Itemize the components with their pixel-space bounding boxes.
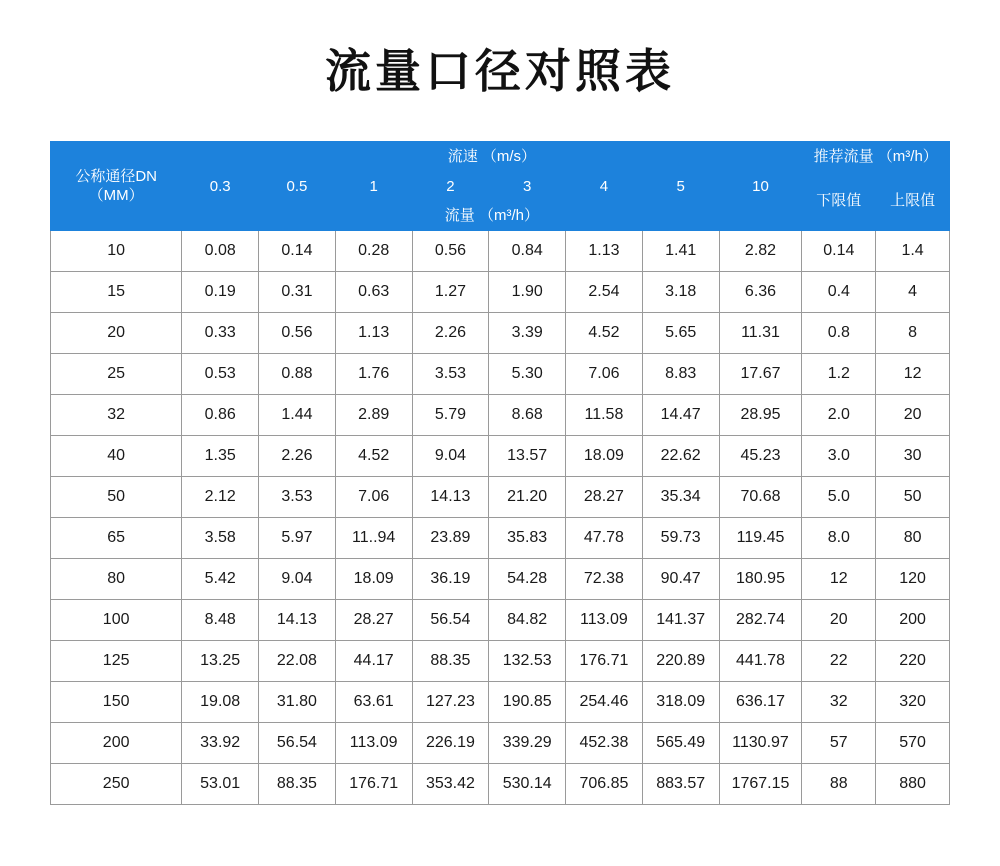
cell-flow-rate: 11.58: [566, 395, 643, 436]
cell-flow-rate: 1130.97: [719, 723, 802, 764]
cell-upper-limit: 30: [876, 436, 950, 477]
cell-flow-rate: 5.97: [259, 518, 336, 559]
header-velocity-0: 0.3: [182, 173, 259, 202]
cell-flow-rate: 0.33: [182, 313, 259, 354]
cell-flow-rate: 23.89: [412, 518, 489, 559]
cell-flow-rate: 0.56: [412, 231, 489, 272]
cell-flow-rate: 119.45: [719, 518, 802, 559]
cell-lower-limit: 12: [802, 559, 876, 600]
cell-lower-limit: 5.0: [802, 477, 876, 518]
header-nominal-diameter-line2: （MM）: [88, 187, 144, 205]
cell-flow-rate: 28.95: [719, 395, 802, 436]
cell-flow-rate: 31.80: [259, 682, 336, 723]
cell-flow-rate: 636.17: [719, 682, 802, 723]
cell-flow-rate: 0.28: [335, 231, 412, 272]
cell-lower-limit: 88: [802, 764, 876, 805]
cell-flow-rate: 22.62: [642, 436, 719, 477]
cell-flow-rate: 113.09: [335, 723, 412, 764]
cell-upper-limit: 200: [876, 600, 950, 641]
cell-lower-limit: 57: [802, 723, 876, 764]
cell-flow-rate: 0.88: [259, 354, 336, 395]
cell-flow-rate: 5.30: [489, 354, 566, 395]
header-nominal-diameter-line1: 公称通径DN: [75, 167, 157, 185]
header-recommended-flow: 推荐流量 （m³/h）: [802, 142, 950, 173]
cell-nominal-diameter: 40: [51, 436, 182, 477]
cell-flow-rate: 88.35: [259, 764, 336, 805]
cell-flow-rate: 5.79: [412, 395, 489, 436]
cell-flow-rate: 14.13: [412, 477, 489, 518]
cell-flow-rate: 3.53: [412, 354, 489, 395]
cell-flow-rate: 706.85: [566, 764, 643, 805]
table-row: [51, 559, 950, 600]
cell-flow-rate: 13.25: [182, 641, 259, 682]
cell-flow-rate: 0.56: [259, 313, 336, 354]
cell-upper-limit: 4: [876, 272, 950, 313]
cell-nominal-diameter: 25: [51, 354, 182, 395]
cell-nominal-diameter: 150: [51, 682, 182, 723]
cell-flow-rate: 282.74: [719, 600, 802, 641]
cell-flow-rate: 28.27: [566, 477, 643, 518]
cell-lower-limit: 1.2: [802, 354, 876, 395]
cell-flow-rate: 2.89: [335, 395, 412, 436]
cell-flow-rate: 0.84: [489, 231, 566, 272]
cell-flow-rate: 1767.15: [719, 764, 802, 805]
cell-nominal-diameter: 100: [51, 600, 182, 641]
cell-flow-rate: 33.92: [182, 723, 259, 764]
header-velocity-7: 10: [719, 173, 802, 202]
cell-flow-rate: 7.06: [335, 477, 412, 518]
cell-upper-limit: 220: [876, 641, 950, 682]
cell-upper-limit: 50: [876, 477, 950, 518]
cell-flow-rate: 44.17: [335, 641, 412, 682]
cell-upper-limit: 320: [876, 682, 950, 723]
cell-flow-rate: 180.95: [719, 559, 802, 600]
cell-flow-rate: 14.47: [642, 395, 719, 436]
cell-upper-limit: 880: [876, 764, 950, 805]
cell-lower-limit: 0.4: [802, 272, 876, 313]
cell-flow-rate: 1.27: [412, 272, 489, 313]
cell-flow-rate: 56.54: [259, 723, 336, 764]
page-title: 流量口径对照表: [325, 44, 675, 98]
cell-flow-rate: 5.42: [182, 559, 259, 600]
cell-flow-rate: 17.67: [719, 354, 802, 395]
cell-flow-rate: 0.19: [182, 272, 259, 313]
cell-flow-rate: 1.41: [642, 231, 719, 272]
cell-flow-rate: 3.39: [489, 313, 566, 354]
cell-flow-rate: 28.27: [335, 600, 412, 641]
cell-lower-limit: 0.14: [802, 231, 876, 272]
cell-flow-rate: 21.20: [489, 477, 566, 518]
cell-flow-rate: 226.19: [412, 723, 489, 764]
cell-nominal-diameter: 200: [51, 723, 182, 764]
header-lower-limit: 下限值: [802, 173, 876, 231]
cell-flow-rate: 11.31: [719, 313, 802, 354]
cell-flow-rate: 88.35: [412, 641, 489, 682]
cell-nominal-diameter: 15: [51, 272, 182, 313]
cell-flow-rate: 8.48: [182, 600, 259, 641]
cell-flow-rate: 84.82: [489, 600, 566, 641]
cell-flow-rate: 6.36: [719, 272, 802, 313]
cell-flow-rate: 0.86: [182, 395, 259, 436]
cell-flow-rate: 54.28: [489, 559, 566, 600]
cell-nominal-diameter: 65: [51, 518, 182, 559]
cell-flow-rate: 59.73: [642, 518, 719, 559]
cell-upper-limit: 20: [876, 395, 950, 436]
table-row: [51, 518, 950, 559]
header-nominal-diameter: [51, 142, 182, 231]
cell-flow-rate: 2.12: [182, 477, 259, 518]
table-row: [51, 723, 950, 764]
cell-flow-rate: 2.26: [412, 313, 489, 354]
cell-flow-rate: 339.29: [489, 723, 566, 764]
cell-nominal-diameter: 125: [51, 641, 182, 682]
table-row: [51, 354, 950, 395]
cell-upper-limit: 1.4: [876, 231, 950, 272]
cell-lower-limit: 2.0: [802, 395, 876, 436]
cell-flow-rate: 1.13: [566, 231, 643, 272]
cell-flow-rate: 72.38: [566, 559, 643, 600]
header-flow-rate: 流量 （m³/h）: [182, 202, 802, 231]
cell-flow-rate: 530.14: [489, 764, 566, 805]
cell-flow-rate: 0.31: [259, 272, 336, 313]
cell-flow-rate: 2.54: [566, 272, 643, 313]
cell-lower-limit: 3.0: [802, 436, 876, 477]
cell-flow-rate: 3.58: [182, 518, 259, 559]
cell-nominal-diameter: 80: [51, 559, 182, 600]
header-velocity-3: 2: [412, 173, 489, 202]
cell-lower-limit: 20: [802, 600, 876, 641]
cell-flow-rate: 45.23: [719, 436, 802, 477]
cell-lower-limit: 32: [802, 682, 876, 723]
cell-flow-rate: 141.37: [642, 600, 719, 641]
cell-flow-rate: 441.78: [719, 641, 802, 682]
cell-flow-rate: 7.06: [566, 354, 643, 395]
cell-lower-limit: 8.0: [802, 518, 876, 559]
cell-flow-rate: 35.83: [489, 518, 566, 559]
table-header: [51, 142, 950, 231]
cell-upper-limit: 8: [876, 313, 950, 354]
table-row: [51, 477, 950, 518]
cell-flow-rate: 565.49: [642, 723, 719, 764]
cell-flow-rate: 70.68: [719, 477, 802, 518]
header-velocity-5: 4: [566, 173, 643, 202]
cell-flow-rate: 1.13: [335, 313, 412, 354]
cell-flow-rate: 0.08: [182, 231, 259, 272]
cell-flow-rate: 883.57: [642, 764, 719, 805]
cell-flow-rate: 176.71: [335, 764, 412, 805]
header-flow-velocity: 流速 （m/s）: [182, 142, 802, 173]
cell-flow-rate: 13.57: [489, 436, 566, 477]
cell-flow-rate: 1.90: [489, 272, 566, 313]
cell-nominal-diameter: 10: [51, 231, 182, 272]
cell-flow-rate: 220.89: [642, 641, 719, 682]
cell-flow-rate: 1.35: [182, 436, 259, 477]
cell-flow-rate: 132.53: [489, 641, 566, 682]
table-row: [51, 641, 950, 682]
table-body: [51, 231, 950, 805]
cell-upper-limit: 570: [876, 723, 950, 764]
cell-nominal-diameter: 50: [51, 477, 182, 518]
cell-flow-rate: 47.78: [566, 518, 643, 559]
cell-flow-rate: 53.01: [182, 764, 259, 805]
cell-flow-rate: 176.71: [566, 641, 643, 682]
cell-flow-rate: 90.47: [642, 559, 719, 600]
cell-flow-rate: 190.85: [489, 682, 566, 723]
cell-flow-rate: 11..94: [335, 518, 412, 559]
cell-flow-rate: 3.53: [259, 477, 336, 518]
cell-flow-rate: 5.65: [642, 313, 719, 354]
cell-flow-rate: 9.04: [259, 559, 336, 600]
table-row: [51, 436, 950, 477]
cell-lower-limit: 0.8: [802, 313, 876, 354]
cell-flow-rate: 2.26: [259, 436, 336, 477]
cell-upper-limit: 80: [876, 518, 950, 559]
header-row-1: [51, 142, 950, 173]
cell-nominal-diameter: 250: [51, 764, 182, 805]
header-upper-limit: 上限值: [876, 173, 950, 231]
header-velocity-1: 0.5: [259, 173, 336, 202]
cell-lower-limit: 22: [802, 641, 876, 682]
table-row: [51, 395, 950, 436]
cell-nominal-diameter: 32: [51, 395, 182, 436]
cell-flow-rate: 56.54: [412, 600, 489, 641]
cell-flow-rate: 353.42: [412, 764, 489, 805]
cell-flow-rate: 8.83: [642, 354, 719, 395]
cell-flow-rate: 8.68: [489, 395, 566, 436]
table-row: [51, 231, 950, 272]
cell-flow-rate: 35.34: [642, 477, 719, 518]
cell-flow-rate: 18.09: [566, 436, 643, 477]
cell-flow-rate: 1.76: [335, 354, 412, 395]
table-row: [51, 272, 950, 313]
cell-flow-rate: 452.38: [566, 723, 643, 764]
cell-flow-rate: 14.13: [259, 600, 336, 641]
table-row: [51, 313, 950, 354]
cell-flow-rate: 18.09: [335, 559, 412, 600]
flow-diameter-table: [50, 141, 950, 805]
cell-flow-rate: 4.52: [566, 313, 643, 354]
cell-flow-rate: 113.09: [566, 600, 643, 641]
cell-flow-rate: 9.04: [412, 436, 489, 477]
table-row: [51, 600, 950, 641]
cell-flow-rate: 22.08: [259, 641, 336, 682]
cell-flow-rate: 0.63: [335, 272, 412, 313]
cell-flow-rate: 254.46: [566, 682, 643, 723]
header-velocity-4: 3: [489, 173, 566, 202]
cell-flow-rate: 127.23: [412, 682, 489, 723]
cell-upper-limit: 120: [876, 559, 950, 600]
header-row-2: [51, 173, 950, 202]
cell-flow-rate: 36.19: [412, 559, 489, 600]
cell-flow-rate: 0.53: [182, 354, 259, 395]
cell-upper-limit: 12: [876, 354, 950, 395]
header-velocity-6: 5: [642, 173, 719, 202]
cell-flow-rate: 2.82: [719, 231, 802, 272]
cell-flow-rate: 318.09: [642, 682, 719, 723]
cell-flow-rate: 1.44: [259, 395, 336, 436]
cell-flow-rate: 4.52: [335, 436, 412, 477]
flow-diameter-table-container: [50, 141, 950, 805]
table-row: [51, 764, 950, 805]
cell-flow-rate: 3.18: [642, 272, 719, 313]
cell-flow-rate: 0.14: [259, 231, 336, 272]
cell-flow-rate: 63.61: [335, 682, 412, 723]
cell-nominal-diameter: 20: [51, 313, 182, 354]
table-row: [51, 682, 950, 723]
header-velocity-2: 1: [335, 173, 412, 202]
cell-flow-rate: 19.08: [182, 682, 259, 723]
